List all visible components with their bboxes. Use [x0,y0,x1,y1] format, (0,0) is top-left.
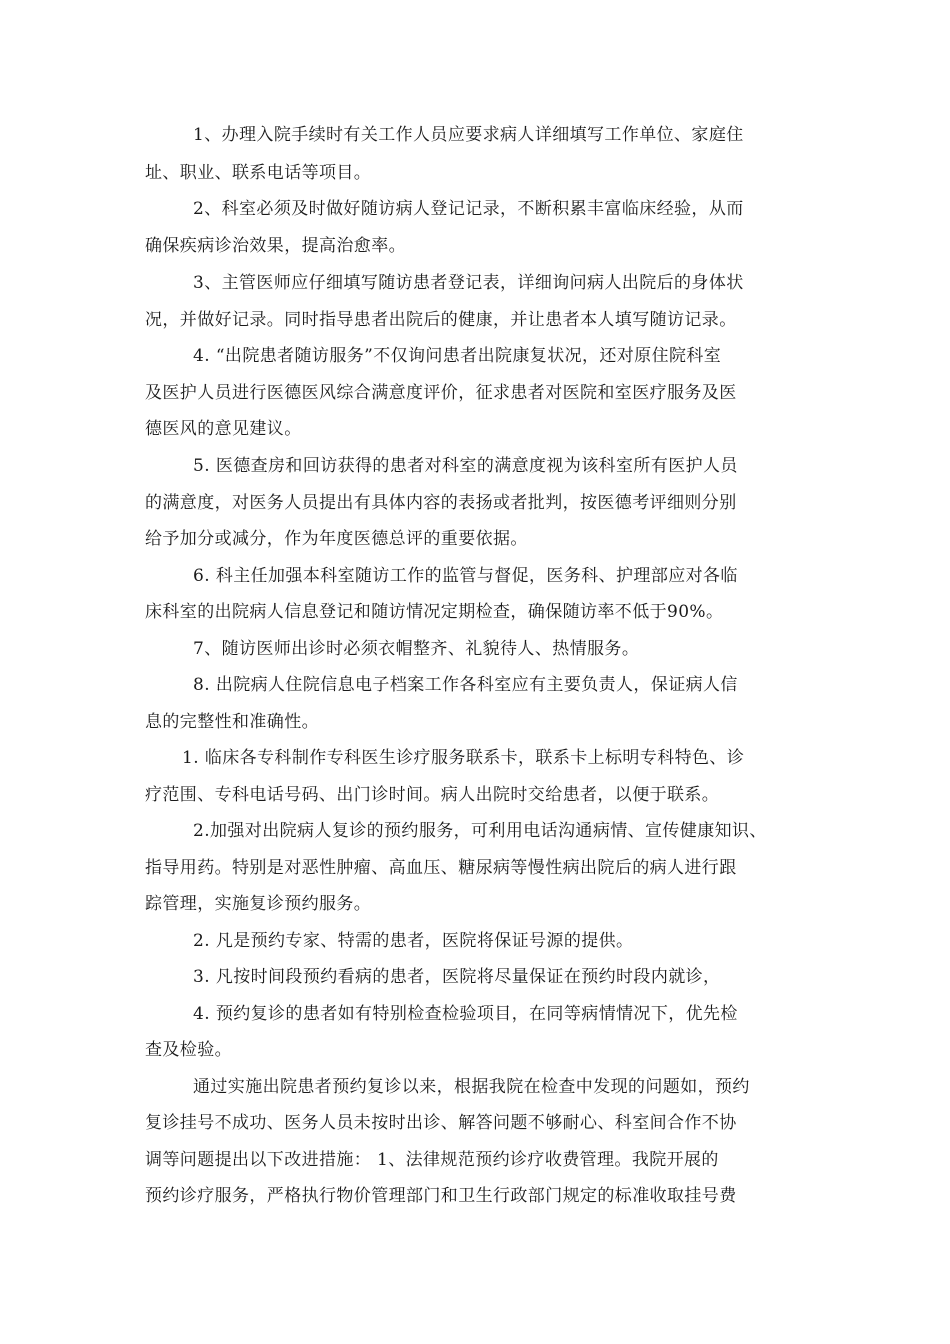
text-line: 调等问题提出以下改进措施： 1、法律规范预约诊疗收费管理。我院开展的 [145,1150,719,1170]
text-line: 预约诊疗服务，严格执行物价管理部门和卫生行政部门规定的标准收取挂号费 [145,1186,737,1206]
text-line: 3. 凡按时间段预约看病的患者，医院将尽量保证在预约时段内就诊， [193,967,721,987]
text-line: 床科室的出院病人信息登记和随访情况定期检查，确保随访率不低于90%。 [145,602,724,622]
text-line: 2、科室必须及时做好随访病人登记记录，不断积累丰富临床经验，从而 [193,199,744,219]
text-line: 指导用药。特别是对恶性肿瘤、高血压、糖尿病等慢性病出院后的病人进行跟 [145,858,737,878]
text-line: 的满意度，对医务人员提出有具体内容的表扬或者批判，按医德考评细则分别 [145,493,737,513]
text-line: 踪管理，实施复诊预约服务。 [145,894,372,914]
text-line: 通过实施出院患者预约复诊以来，根据我院在检查中发现的问题如，预约 [193,1077,750,1097]
text-line: 确保疾病诊治效果，提高治愈率。 [145,236,406,256]
text-line: 3、主管医师应仔细填写随访患者登记表，详细询问病人出院后的身体状 [193,273,744,293]
text-line: 2. 凡是预约专家、特需的患者，医院将保证号源的提供。 [193,931,634,951]
text-line: 给予加分或减分，作为年度医德总评的重要依据。 [145,529,528,549]
text-line: 5. 医德查房和回访获得的患者对科室的满意度视为该科室所有医护人员 [193,456,738,476]
text-line: 况，并做好记录。同时指导患者出院后的健康，并让患者本人填写随访记录。 [145,310,737,330]
text-line: 2.加强对出院病人复诊的预约服务，可利用电话沟通病情、宣传健康知识、 [193,821,767,841]
text-line: 4. 预约复诊的患者如有特别检查检验项目，在同等病情情况下，优先检 [193,1004,738,1024]
text-line: 查及检验。 [145,1040,232,1060]
text-line: 德医风的意见建议。 [145,419,302,439]
text-line: 8. 出院病人住院信息电子档案工作各科室应有主要负责人，保证病人信 [193,675,738,695]
text-line: 疗范围、专科电话号码、出门诊时间。病人出院时交给患者，以便于联系。 [145,785,720,805]
text-line: 1. 临床各专科制作专科医生诊疗服务联系卡，联系卡上标明专科特色、诊 [182,748,745,768]
text-line: 1、办理入院手续时有关工作人员应要求病人详细填写工作单位、家庭住 [193,125,744,145]
text-line: 及医护人员进行医德医风综合满意度评价，征求患者对医院和室医疗服务及医 [145,383,737,403]
text-line: 息的完整性和准确性。 [145,712,319,732]
text-line: 6. 科主任加强本科室随访工作的监管与督促，医务科、护理部应对各临 [193,566,738,586]
text-line: 4. “出院患者随访服务”不仅询问患者出院康复状况，还对原住院科室 [193,346,722,366]
text-line: 址、职业、联系电话等项目。 [145,163,372,183]
text-line: 7、随访医师出诊时必须衣帽整齐、礼貌待人、热情服务。 [193,639,640,659]
text-line: 复诊挂号不成功、医务人员未按时出诊、解答问题不够耐心、科室间合作不协 [145,1113,737,1133]
